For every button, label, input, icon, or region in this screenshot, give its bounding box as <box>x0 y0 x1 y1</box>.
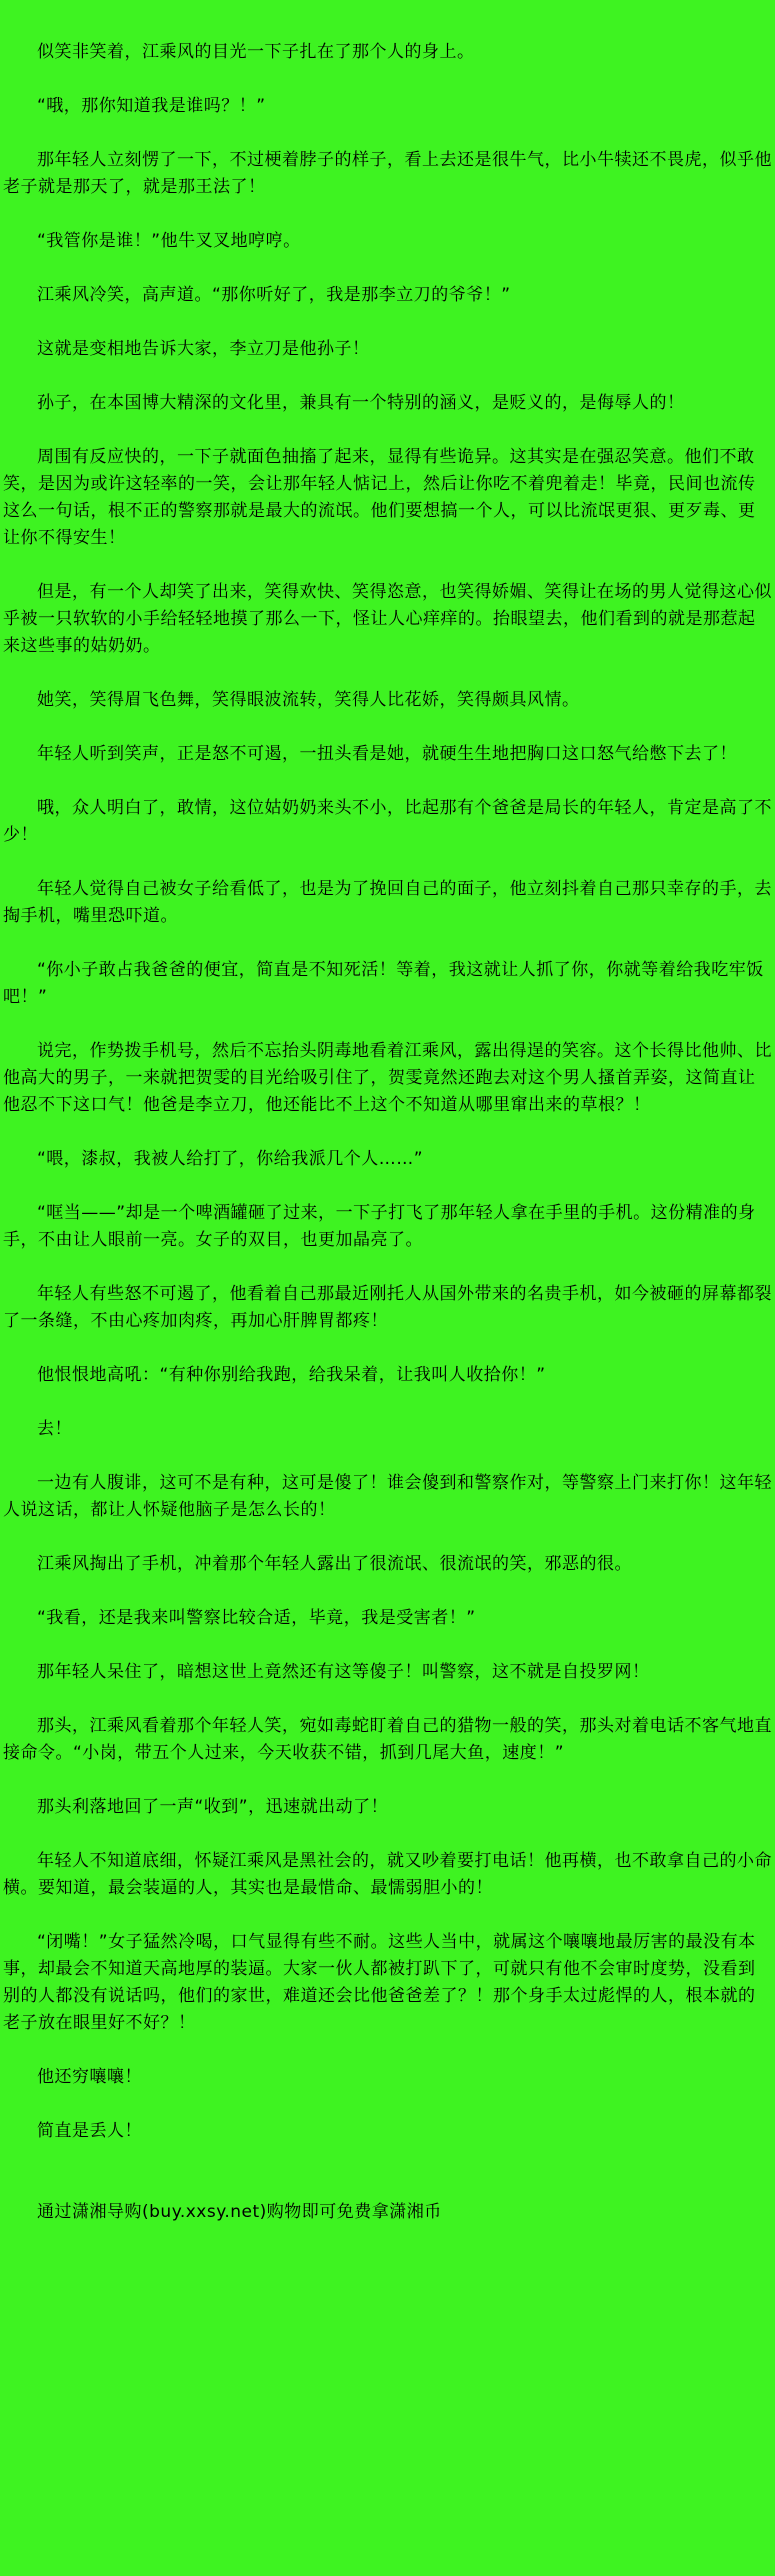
paragraph: 去！ <box>37 1419 72 1439</box>
paragraph: “我管你是谁！”他牛叉叉地哼哼。 <box>37 231 301 251</box>
paragraph: “喂，漆叔，我被人给打了，你给我派几个人……” <box>37 1149 424 1169</box>
footer-promo-text: 通过潇湘导购(buy.xxsy.net)购物即可免费拿潇湘币 <box>37 2202 442 2222</box>
paragraph: 似笑非笑着，江乘风的目光一下子扎在了那个人的身上。 <box>37 42 475 62</box>
paragraph: 这就是变相地告诉大家，李立刀是他孙子！ <box>37 339 370 359</box>
paragraph: 说完，作势拨手机号，然后不忘抬头阴毒地看着江乘风，露出得逞的笑容。这个长得比他帅、比他高大的男子，一来就把贺雯的目光给吸引住了，贺雯竟然还跑去对这个男人搔首弄姿，这简直让他忍不下这口气！他爸是李立刀，他还能比不上这个不知道从哪里窜出来的草根？！ <box>3 1041 772 1115</box>
paragraph: “哐当——”却是一个啤酒罐砸了过来，一下子打飞了那年轻人拿在手里的手机。这份精准的身手，不由让人眼前一亮。女子的双目，也更加晶亮了。 <box>3 1203 756 1250</box>
paragraph: 年轻人有些怒不可遏了，他看着自己那最近刚托人从国外带来的名贵手机，如今被砸的屏幕都裂了一条缝，不由心疼加肉疼，再加心肝脾胃都疼！ <box>3 1284 772 1331</box>
paragraph: 那年轻人立刻愣了一下，不过梗着脖子的样子，看上去还是很牛气，比小牛犊还不畏虎，似乎他老子就是那天了，就是那王法了！ <box>3 150 772 197</box>
paragraph: 孙子，在本国博大精深的文化里，兼具有一个特别的涵义，是贬义的，是侮辱人的！ <box>37 393 685 413</box>
paragraph: 周围有反应快的，一下子就面色抽搐了起来，显得有些诡异。这其实是在强忍笑意。他们不敢笑，是因为或许这轻率的一笑，会让那年轻人惦记上，然后让你吃不着兜着走！毕竟，民间也流传这么一句话，根不正的警察那就是最大的流氓。他们要想搞一个人，可以比流氓更狠、更歹毒、更让你不得安生！ <box>3 447 756 548</box>
paragraph: “闭嘴！”女子猛然冷喝，口气显得有些不耐。这些人当中，就属这个嚷嚷地最厉害的最没有本事，却最会不知道天高地厚的装逼。大家一伙人都被打趴下了，可就只有他不会审时度势，没看到别的人都没有说话吗，他们的家世，难道还会比他爸爸差了？！那个身手太过彪悍的人，根本就的老子放在眼里好不好？！ <box>3 1932 756 2033</box>
paragraph: “你小子敢占我爸爸的便宜，简直是不知死活！等着，我这就让人抓了你，你就等着给我吃牢饭吧！” <box>3 960 764 1007</box>
paragraph: 但是，有一个人却笑了出来，笑得欢快、笑得恣意，也笑得娇媚、笑得让在场的男人觉得这心似乎被一只软软的小手给轻轻地摸了那么一下，怪让人心痒痒的。抬眼望去，他们看到的就是那惹起来这些事的姑奶奶。 <box>3 582 772 656</box>
paragraph: 江乘风冷笑，高声道。“那你听好了，我是那李立刀的爷爷！” <box>37 285 511 305</box>
paragraph: 哦，众人明白了，敢情，这位姑奶奶来头不小，比起那有个爸爸是局长的年轻人，肯定是高了不少！ <box>3 798 772 845</box>
paragraph: 年轻人觉得自己被女子给看低了，也是为了挽回自己的面子，他立刻抖着自己那只幸存的手，去掏手机，嘴里恐吓道。 <box>3 879 772 926</box>
paragraph: 他恨恨地高吼：“有种你别给我跑，给我呆着，让我叫人收拾你！” <box>37 1365 546 1385</box>
paragraph: “哦，那你知道我是谁吗？！” <box>37 96 266 116</box>
paragraph: “我看，还是我来叫警察比较合适，毕竟，我是受害者！” <box>37 1608 476 1628</box>
paragraph: 他还穷嚷嚷！ <box>37 2067 142 2087</box>
paragraph: 那头利落地回了一声“收到”，迅速就出动了！ <box>37 1797 389 1817</box>
paragraph: 那年轻人呆住了，暗想这世上竟然还有这等傻子！叫警察，这不就是自投罗网！ <box>37 1662 650 1682</box>
paragraph: 简直是丢人！ <box>37 2121 142 2141</box>
paragraph: 年轻人不知道底细，怀疑江乘风是黑社会的，就又吵着要打电话！他再横，也不敢拿自己的小命横。要知道，最会装逼的人，其实也是最惜命、最懦弱胆小的！ <box>3 1851 772 1898</box>
paragraph: 那头，江乘风看着那个年轻人笑，宛如毒蛇盯着自己的猎物一般的笑，那头对着电话不客气地直接命令。“小岗，带五个人过来，今天收获不错，抓到几尾大鱼，速度！” <box>3 1716 772 1763</box>
paragraph: 一边有人腹诽，这可不是有种，这可是傻了！谁会傻到和警察作对，等警察上门来打你！这年轻人说这话，都让人怀疑他脑子是怎么长的！ <box>3 1473 772 1520</box>
paragraph: 年轻人听到笑声，正是怒不可遏，一扭头看是她，就硬生生地把胸口这口怒气给憋下去了！ <box>37 744 737 764</box>
paragraph-list <box>3 39 772 2145</box>
paragraph: 她笑，笑得眉飞色舞，笑得眼波流转，笑得人比花娇，笑得颇具风情。 <box>37 690 580 710</box>
paragraph: 江乘风掏出了手机，冲着那个年轻人露出了很流氓、很流氓的笑，邪恶的很。 <box>37 1554 632 1574</box>
